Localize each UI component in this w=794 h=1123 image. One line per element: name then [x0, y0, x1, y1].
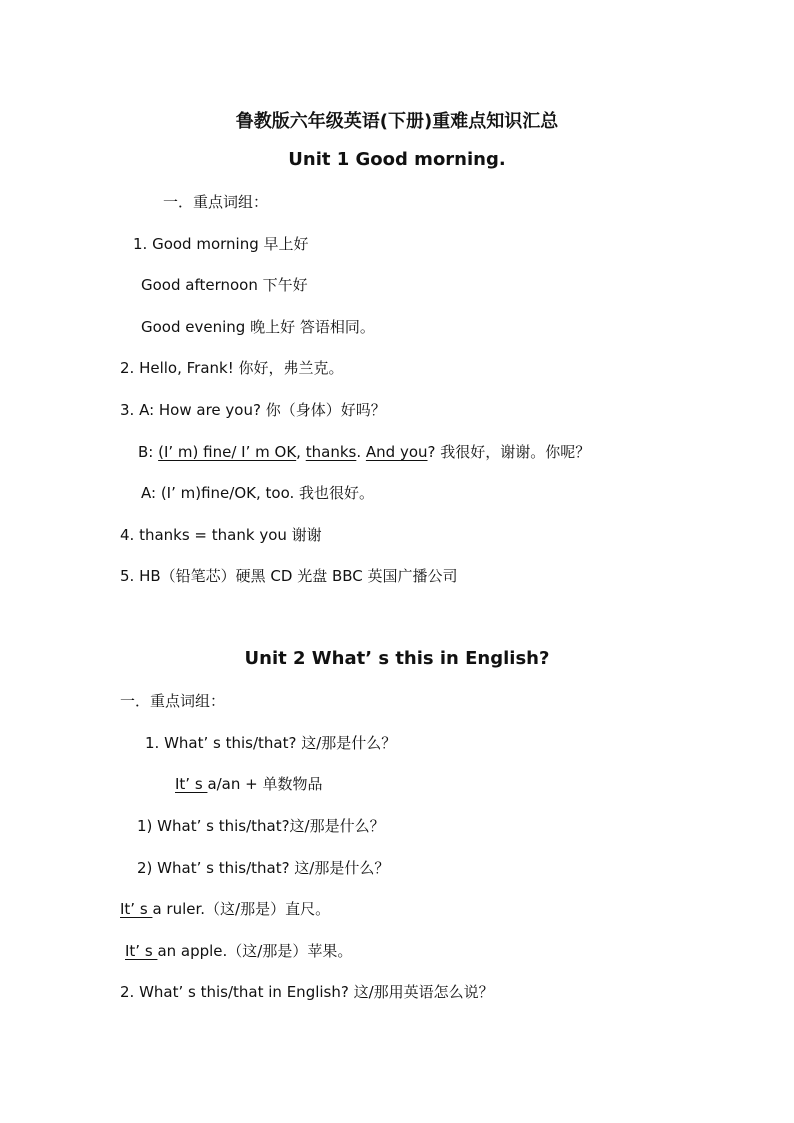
- underlined-its: It’ s: [175, 775, 208, 793]
- underlined-phrase-thanks: thanks: [305, 443, 357, 461]
- underlined-phrase-fine: (I’ m) fine/ I’ m OK: [158, 443, 297, 461]
- answer-comma: ,: [296, 443, 301, 461]
- unit2-section-heading: 一．重点词组：: [120, 692, 226, 710]
- unit2-line-whats-this: 1. What’ s this/that? 这/那是什么？: [145, 734, 397, 752]
- unit2-line-its-pattern: [175, 774, 323, 794]
- answer-prefix: B:: [138, 443, 159, 461]
- answer-dot: .: [356, 443, 362, 461]
- document-title: 鲁教版六年级英语(下册)重难点知识汇总: [235, 111, 559, 132]
- unit2-heading: Unit 2 What’ s this in English?: [244, 648, 550, 669]
- unit1-line-good-morning: 1. Good morning 早上好: [133, 235, 309, 253]
- apple-rest: an apple.（这/那是）苹果。: [157, 942, 353, 960]
- unit1-line-how-are-you: 3. A: How are you? 你（身体）好吗？: [120, 401, 386, 419]
- unit2-line-in-english: 2. What’ s this/that in English? 这/那用英语怎么说？: [120, 983, 494, 1001]
- unit2-line-example-1: 1) What’ s this/that?这/那是什么？: [137, 817, 385, 835]
- unit1-line-b-answer: [138, 442, 590, 462]
- answer-rest: ? 我很好，谢谢。你呢？: [427, 443, 591, 461]
- ruler-rest: a ruler.（这/那是）直尺。: [152, 900, 331, 918]
- unit1-line-hello: 2. Hello, Frank! 你好，弗兰克。: [120, 359, 344, 377]
- unit1-heading: Unit 1 Good morning.: [288, 149, 506, 170]
- underlined-its: It’ s: [120, 900, 153, 918]
- unit1-line-abbreviations: 5. HB（铅笔芯）硬黑 CD 光盘 BBC 英国广播公司: [120, 567, 458, 585]
- unit1-line-good-afternoon: Good afternoon 下午好: [141, 276, 308, 294]
- unit1-line-good-evening: Good evening 晚上好 答语相同。: [141, 318, 375, 336]
- unit1-line-a-answer: A: (I’ m)fine/OK, too. 我也很好。: [141, 484, 375, 502]
- unit2-line-apple: [125, 941, 352, 961]
- underlined-phrase-and-you: And you: [365, 443, 428, 461]
- unit1-line-thanks: 4. thanks = thank you 谢谢: [120, 526, 322, 544]
- pattern-rest: a/an + 单数物品: [207, 775, 323, 793]
- unit2-line-example-2: 2) What’ s this/that? 这/那是什么？: [137, 859, 390, 877]
- underlined-its: It’ s: [125, 942, 158, 960]
- unit1-section-heading: 一．重点词组：: [163, 193, 269, 211]
- unit2-line-ruler: [120, 899, 330, 919]
